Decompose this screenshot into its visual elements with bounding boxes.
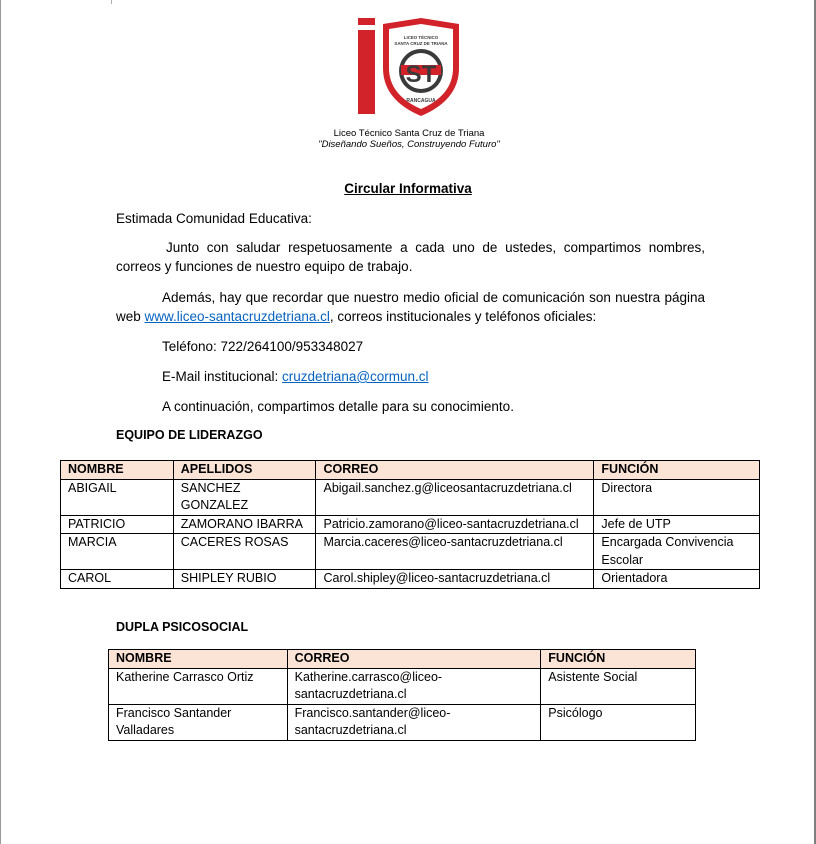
role-cell: Jefe de UTP bbox=[594, 515, 760, 534]
leadership-table bbox=[60, 460, 760, 589]
column-header: CORREO bbox=[287, 650, 541, 669]
table-row bbox=[61, 570, 760, 589]
document-title: Circular Informativa bbox=[344, 181, 472, 196]
name-cell: Francisco Santander Valladares bbox=[109, 704, 288, 740]
table-row bbox=[61, 515, 760, 534]
table-row bbox=[61, 479, 760, 515]
surname-cell: SANCHEZ GONZALEZ bbox=[173, 479, 316, 515]
page-corner-mark bbox=[111, 0, 112, 4]
name-cell: CAROL bbox=[61, 570, 174, 589]
seal-letters: ST bbox=[405, 61, 437, 88]
surname-cell: CACERES ROSAS bbox=[173, 534, 316, 570]
intro-paragraph: Junto con saludar respetuosamente a cada uno de ustedes, compartimos nombres, correos y funciones de nuestro equipo de trabajo. bbox=[116, 240, 705, 274]
column-header: FUNCIÓN bbox=[541, 650, 696, 669]
role-cell: Orientadora bbox=[594, 570, 760, 589]
surname-cell: ZAMORANO IBARRA bbox=[173, 515, 316, 534]
greeting: Estimada Comunidad Educativa: bbox=[116, 211, 312, 226]
name-cell: PATRICIO bbox=[61, 515, 174, 534]
psychosocial-heading: DUPLA PSICOSOCIAL bbox=[116, 620, 249, 634]
seal-text-bottom: RANCAGUA bbox=[406, 98, 436, 104]
table-header-row bbox=[61, 461, 760, 480]
email-cell: Marcia.caceres@liceo-santacruzdetriana.cl bbox=[316, 534, 594, 570]
website-link[interactable]: www.liceo-santacruzdetriana.cl bbox=[144, 309, 330, 324]
table-header-row bbox=[109, 650, 696, 669]
surname-cell: SHIPLEY RUBIO bbox=[173, 570, 316, 589]
name-cell: MARCIA bbox=[61, 534, 174, 570]
name-cell: ABIGAIL bbox=[61, 479, 174, 515]
leadership-heading: EQUIPO DE LIDERAZGO bbox=[116, 428, 263, 442]
column-header: NOMBRE bbox=[109, 650, 288, 669]
role-cell: Psicólogo bbox=[541, 704, 696, 740]
school-motto: "Diseñando Sueños, Construyendo Futuro" bbox=[318, 139, 500, 150]
table-row bbox=[61, 534, 760, 570]
column-header: FUNCIÓN bbox=[594, 461, 760, 480]
email-cell: Francisco.santander@liceo-santacruzdetriana.cl bbox=[287, 704, 541, 740]
psychosocial-table bbox=[108, 649, 696, 741]
email-cell: Katherine.carrasco@liceo-santacruzdetriana.cl bbox=[287, 668, 541, 704]
email-cell: Carol.shipley@liceo-santacruzdetriana.cl bbox=[316, 570, 594, 589]
communication-paragraph: Además, hay que recordar que nuestro medio oficial de comunicación son nuestra página web www.liceo-santacruzdetriana.cl, correos institucionales y teléfonos oficiales: bbox=[116, 290, 705, 324]
email-cell: Patricio.zamorano@liceo-santacruzdetriana.cl bbox=[316, 515, 594, 534]
page-left-border bbox=[0, 0, 1, 844]
school-crest-logo bbox=[356, 16, 466, 120]
table-row bbox=[109, 668, 696, 704]
table-row bbox=[109, 704, 696, 740]
column-header: NOMBRE bbox=[61, 461, 174, 480]
email-cell: Abigail.sanchez.g@liceosantacruzdetriana.cl bbox=[316, 479, 594, 515]
continuation-line: A continuación, compartimos detalle para su conocimiento. bbox=[162, 399, 514, 414]
seal-text-top: LICEO TÉCNICO bbox=[403, 35, 439, 40]
email-link[interactable]: cruzdetriana@cormun.cl bbox=[282, 369, 429, 384]
school-name: Liceo Técnico Santa Cruz de Triana bbox=[333, 128, 485, 139]
name-cell: Katherine Carrasco Ortiz bbox=[109, 668, 288, 704]
role-cell: Directora bbox=[594, 479, 760, 515]
role-cell: Encargada Convivencia Escolar bbox=[594, 534, 760, 570]
column-header: CORREO bbox=[316, 461, 594, 480]
column-header: APELLIDOS bbox=[173, 461, 316, 480]
role-cell: Asistente Social bbox=[541, 668, 696, 704]
seal-text-mid: SANTA CRUZ DE TRIANA bbox=[394, 41, 448, 46]
email-line: E-Mail institucional: cruzdetriana@cormun.cl bbox=[162, 369, 429, 384]
phone-line: Teléfono: 722/264100/953348027 bbox=[162, 339, 364, 354]
